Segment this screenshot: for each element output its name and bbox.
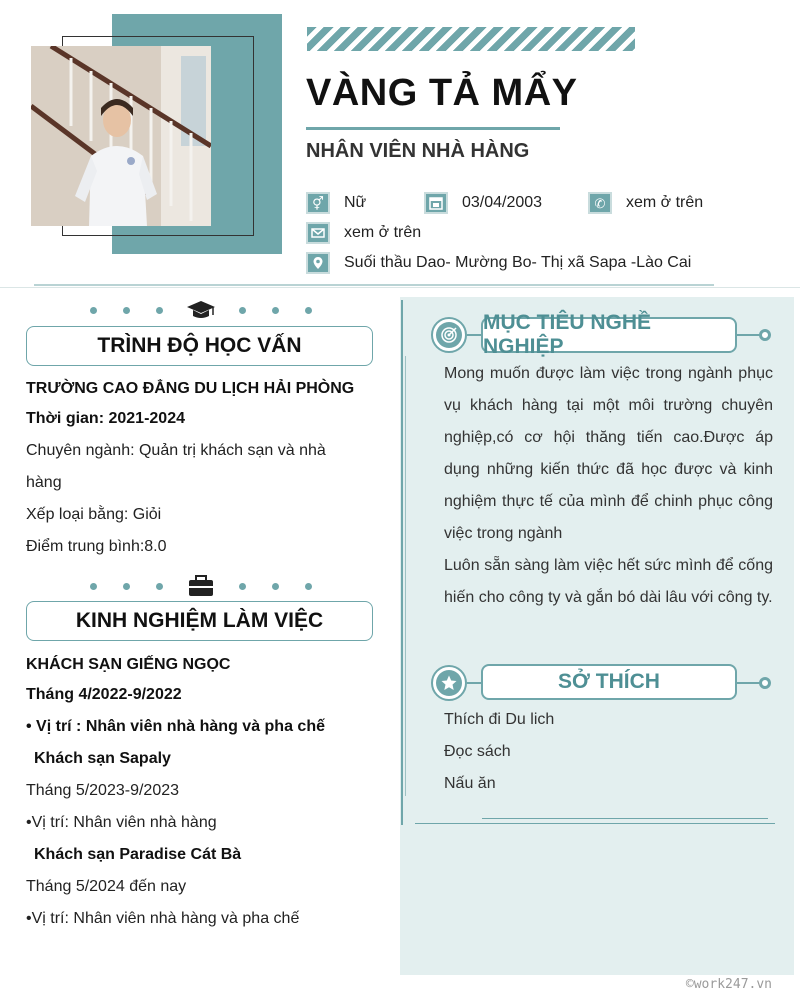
education-major: Chuyên ngành: Quản trị khách sạn và nhà bbox=[26, 442, 326, 459]
education-major-cont: hàng bbox=[26, 474, 62, 491]
location-icon bbox=[306, 252, 330, 274]
education-divider bbox=[77, 298, 325, 322]
education-title: TRÌNH ĐỘ HỌC VẤN bbox=[26, 326, 373, 366]
education-school: TRƯỜNG CAO ĐẲNG DU LỊCH HẢI PHÒNG bbox=[26, 380, 355, 397]
objective-paragraph-2: Luôn sẵn sàng làm việc hết sức mình để cống hiến cho công ty và gắn bó dài lâu với công ty. bbox=[444, 557, 773, 606]
hobby-item: Thích đi Du lich bbox=[444, 711, 555, 728]
mail-icon bbox=[306, 222, 330, 244]
education-gpa: Điểm trung bình:8.0 bbox=[26, 538, 167, 555]
info-birthday bbox=[424, 192, 542, 214]
job-title: NHÂN VIÊN NHÀ HÀNG bbox=[306, 140, 530, 162]
hobbies-title: SỞ THÍCH bbox=[481, 664, 737, 700]
info-phone bbox=[588, 192, 703, 214]
birthday-value: 03/04/2003 bbox=[462, 194, 543, 211]
objective-title: MỤC TIÊU NGHỀ NGHIỆP bbox=[481, 317, 737, 353]
exp-3-role: •Vị trí: Nhân viên nhà hàng và pha chế bbox=[26, 910, 300, 927]
exp-1-role: • Vị trí : Nhân viên nhà hàng và pha chế bbox=[26, 718, 325, 735]
right-panel-rule bbox=[415, 823, 775, 824]
right-panel-inner-line bbox=[405, 356, 406, 796]
calendar-icon bbox=[424, 192, 448, 214]
right-panel-rule-short bbox=[482, 818, 768, 819]
address-value: Suối thầu Dao- Mường Bo- Thị xã Sapa -Lào Cai bbox=[344, 254, 692, 271]
info-address bbox=[306, 252, 691, 274]
education-time: Thời gian: 2021-2024 bbox=[26, 410, 185, 427]
gender-icon: ⚥ bbox=[306, 192, 330, 214]
objective-knob bbox=[759, 329, 771, 341]
objective-paragraph-1: Mong muốn được làm việc trong ngành phục vụ khách hàng tại một môi trường chuyên nghiệp,có cơ hội thăng tiến cao.Được áp dụng những kiến thức đã học được và kinh nghiệm thực tế của mình để chinh phục công việc trong ngành bbox=[444, 365, 773, 542]
header-stripe bbox=[307, 27, 635, 51]
exp-2-company: Khách sạn Sapaly bbox=[34, 750, 171, 767]
gender-value: Nữ bbox=[344, 194, 367, 211]
info-email bbox=[306, 222, 421, 244]
hobby-item: Đọc sách bbox=[444, 743, 511, 760]
hobbies-knob bbox=[759, 677, 771, 689]
exp-3-period: Tháng 5/2024 đến nay bbox=[26, 878, 187, 895]
experience-title: KINH NGHIỆM LÀM VIỆC bbox=[26, 601, 373, 641]
exp-2-role: •Vị trí: Nhân viên nhà hàng bbox=[26, 814, 217, 831]
candidate-name: VÀNG TẢ MẨY bbox=[306, 72, 578, 114]
experience-divider bbox=[77, 574, 325, 598]
hobby-item: Nấu ăn bbox=[444, 775, 496, 792]
education-rank: Xếp loại bằng: Giỏi bbox=[26, 506, 162, 523]
briefcase-icon bbox=[186, 574, 216, 598]
exp-1-company: KHÁCH SẠN GIẾNG NGỌC bbox=[26, 656, 231, 673]
exp-2-period: Tháng 5/2023-9/2023 bbox=[26, 782, 180, 799]
exp-1-period: Tháng 4/2022-9/2022 bbox=[26, 686, 182, 703]
star-icon bbox=[431, 665, 467, 701]
name-underline bbox=[306, 127, 560, 130]
column-divider bbox=[401, 300, 403, 825]
header-edge bbox=[0, 287, 800, 288]
profile-photo bbox=[31, 46, 211, 226]
phone-value: xem ở trên bbox=[626, 194, 704, 211]
phone-icon: ✆ bbox=[588, 192, 612, 214]
exp-3-company: Khách sạn Paradise Cát Bà bbox=[34, 846, 242, 863]
graduation-cap-icon bbox=[186, 298, 216, 322]
email-value: xem ở trên bbox=[344, 224, 422, 241]
objective-text bbox=[444, 358, 773, 614]
header-separator bbox=[34, 284, 714, 286]
info-gender bbox=[306, 192, 366, 214]
target-icon bbox=[431, 317, 467, 353]
watermark: ©work247.vn bbox=[685, 977, 772, 992]
